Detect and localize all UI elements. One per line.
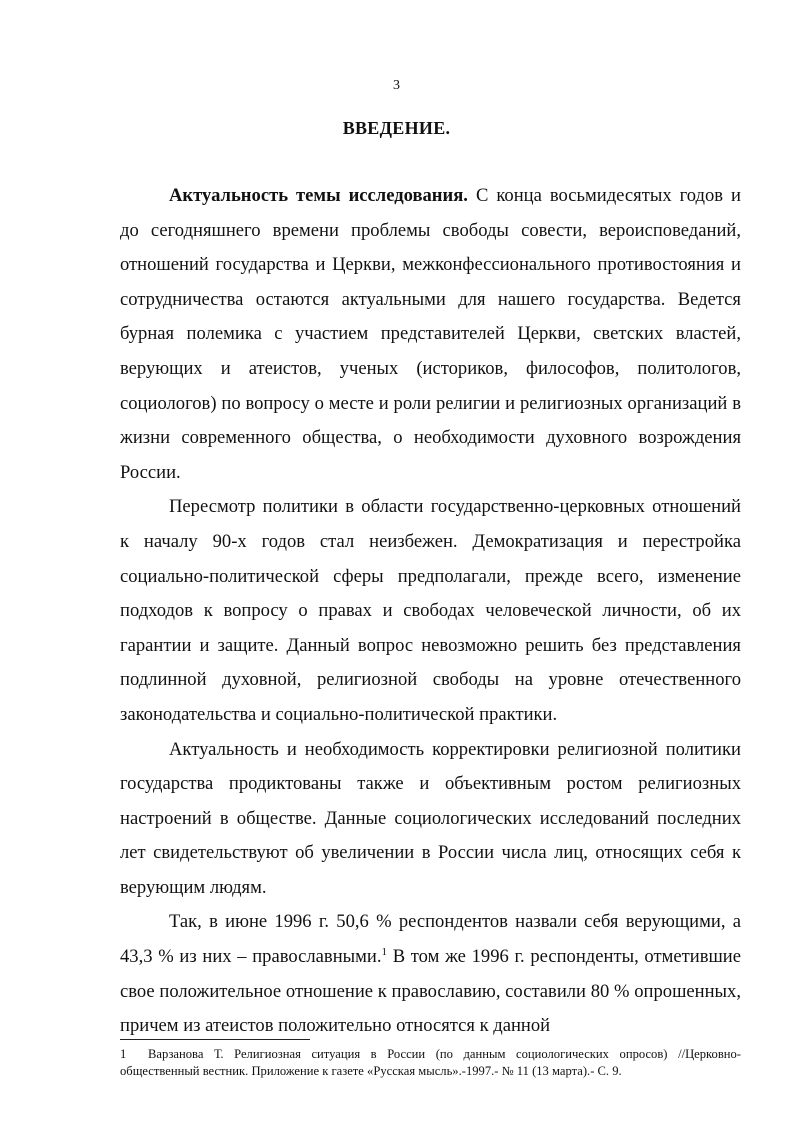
- paragraph-relevance: [120, 179, 741, 490]
- body-text: [120, 179, 741, 1044]
- page-number: 3: [393, 78, 400, 93]
- paragraph-text: С конца восьмидесятых годов и до сегодняшнего времени проблемы свободы совести, вероисповеданий, отношений государства и Церкви, межконфессионального противостояния и сотрудничества остаются актуальными для нашего государства. Ведется бурная полемика с участием представителей Церкви, светских властей, верующих и атеистов, ученых (историков, философов, политологов, социологов) по вопросу о месте и роли религии и религиозных организаций в жизни современного общества, о необходимости духовного возрождения России.: [120, 185, 741, 483]
- paragraph-policy-revision: Пересмотр политики в области государственно-церковных отношений к началу 90-х годов стал неизбежен. Демократизация и перестройка социально-политической сферы предполагали, прежде всего, изменение подходов к вопросу о правах и свободах человеческой личности, об их гарантии и защите. Данный вопрос невозможно решить без представления подлинной духовной, религиозной свободы на уровне отечественного законодательства и социально-политической практики.: [120, 496, 741, 725]
- paragraph-religious-growth: Актуальность и необходимость корректировки религиозной политики государства продиктованы также и объективным ростом религиозных настроений в обществе. Данные социологических исследований последних лет свидетельствуют об увеличении в России числа лиц, относящих себя к верующим людям.: [120, 738, 741, 898]
- footnote-number: 1: [120, 1047, 127, 1061]
- footnote-reference[interactable]: 1: [381, 945, 388, 958]
- page-title: ВВЕДЕНИЕ.: [342, 118, 451, 138]
- footnote-text: Варзанова Т. Религиозная ситуация в России (по данным социологических опросов) //Церковно-общественный вестник. Приложение к газете «Русская мысль».-1997.- № 11 (13 марта).- С. 9.: [120, 1047, 741, 1078]
- paragraph-text: В том же 1996 г. респонденты, отметившие свое положительное отношение к православию, составили 80 % опрошенных, причем из атеистов положительно относятся к данной: [120, 946, 741, 1037]
- footnote-divider: [120, 1039, 310, 1040]
- paragraph-lead: Актуальность темы исследования.: [169, 185, 468, 206]
- paragraph-survey-data: [120, 905, 741, 1043]
- paragraph-text: Так, в июне 1996 г. 50,6 % респондентов назвали себя верующими, а 43,3 % из них – православными.: [120, 911, 741, 968]
- footnote: [120, 1046, 741, 1080]
